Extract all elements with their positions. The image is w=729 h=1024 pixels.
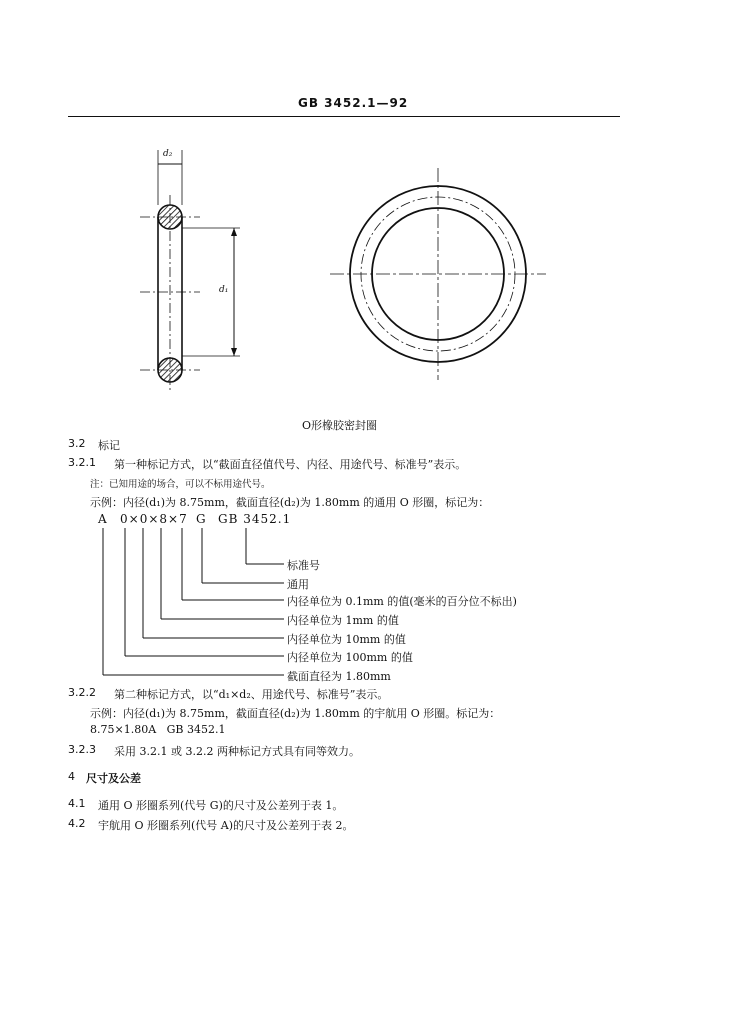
dimension-label-d2: d₂: [163, 149, 173, 159]
callout-inner-dia-10mm: 内径单位为 10mm 的值: [287, 633, 406, 646]
section-4-title: 尺寸及公差: [86, 772, 141, 785]
clause-3-2-1-example: 示例：内径(d₁)为 8.75mm，截面直径(d₂)为 1.80mm 的通用 O 形圈，标记为：: [90, 496, 490, 509]
clause-3-2-2-number: 3.2.2: [68, 686, 96, 699]
clause-3-2-1-note: 注：已知用途的场合，可以不标用途代号。: [90, 479, 271, 490]
marking-inner-diameter-code: 0×0×8×7: [120, 512, 188, 526]
clause-3-2-3-text: 采用 3.2.1 或 3.2.2 两种标记方式具有同等效力。: [114, 745, 360, 758]
clause-4-2-number: 4.2: [68, 817, 86, 830]
callout-inner-dia-0-1mm: 内径单位为 0.1mm 的值(毫米的百分位不标出): [287, 595, 517, 608]
figure-caption: O形橡胶密封圈: [302, 419, 378, 432]
dimension-label-d1: d₁: [219, 285, 229, 295]
clause-3-2-1-number: 3.2.1: [68, 456, 96, 469]
marking-section-code: A: [98, 512, 108, 526]
callout-inner-dia-1mm: 内径单位为 1mm 的值: [287, 614, 399, 627]
clause-3-2-2-marking: 8.75×1.80A GB 3452.1: [90, 723, 226, 736]
section-3-2-title: 标记: [98, 439, 120, 452]
callout-standard-number: 标准号: [287, 559, 320, 572]
clause-3-2-3-number: 3.2.3: [68, 743, 96, 756]
marking-standard-number: GB 3452.1: [218, 512, 292, 526]
callout-application: 通用: [287, 578, 309, 591]
clause-3-2-1-text: 第一种标记方式，以“截面直径值代号、内径、用途代号、标准号”表示。: [114, 458, 467, 471]
clause-3-2-2-text: 第二种标记方式，以“d₁×d₂、用途代号、标准号”表示。: [114, 688, 389, 701]
section-4-number: 4: [68, 770, 75, 783]
section-3-2-number: 3.2: [68, 437, 86, 450]
page-header-standard-number: GB 3452.1—92: [298, 96, 409, 110]
clause-4-1-text: 通用 O 形圈系列(代号 G)的尺寸及公差列于表 1。: [98, 799, 344, 812]
callout-inner-dia-100mm: 内径单位为 100mm 的值: [287, 651, 413, 664]
callout-section-diameter: 截面直径为 1.80mm: [287, 670, 391, 683]
clause-4-2-text: 宇航用 O 形圈系列(代号 A)的尺寸及公差列于表 2。: [98, 819, 354, 832]
marking-application-code: G: [196, 512, 207, 526]
clause-4-1-number: 4.1: [68, 797, 86, 810]
clause-3-2-2-example: 示例：内径(d₁)为 8.75mm，截面直径(d₂)为 1.80mm 的宇航用 O 形圈。标记为：: [90, 707, 501, 720]
